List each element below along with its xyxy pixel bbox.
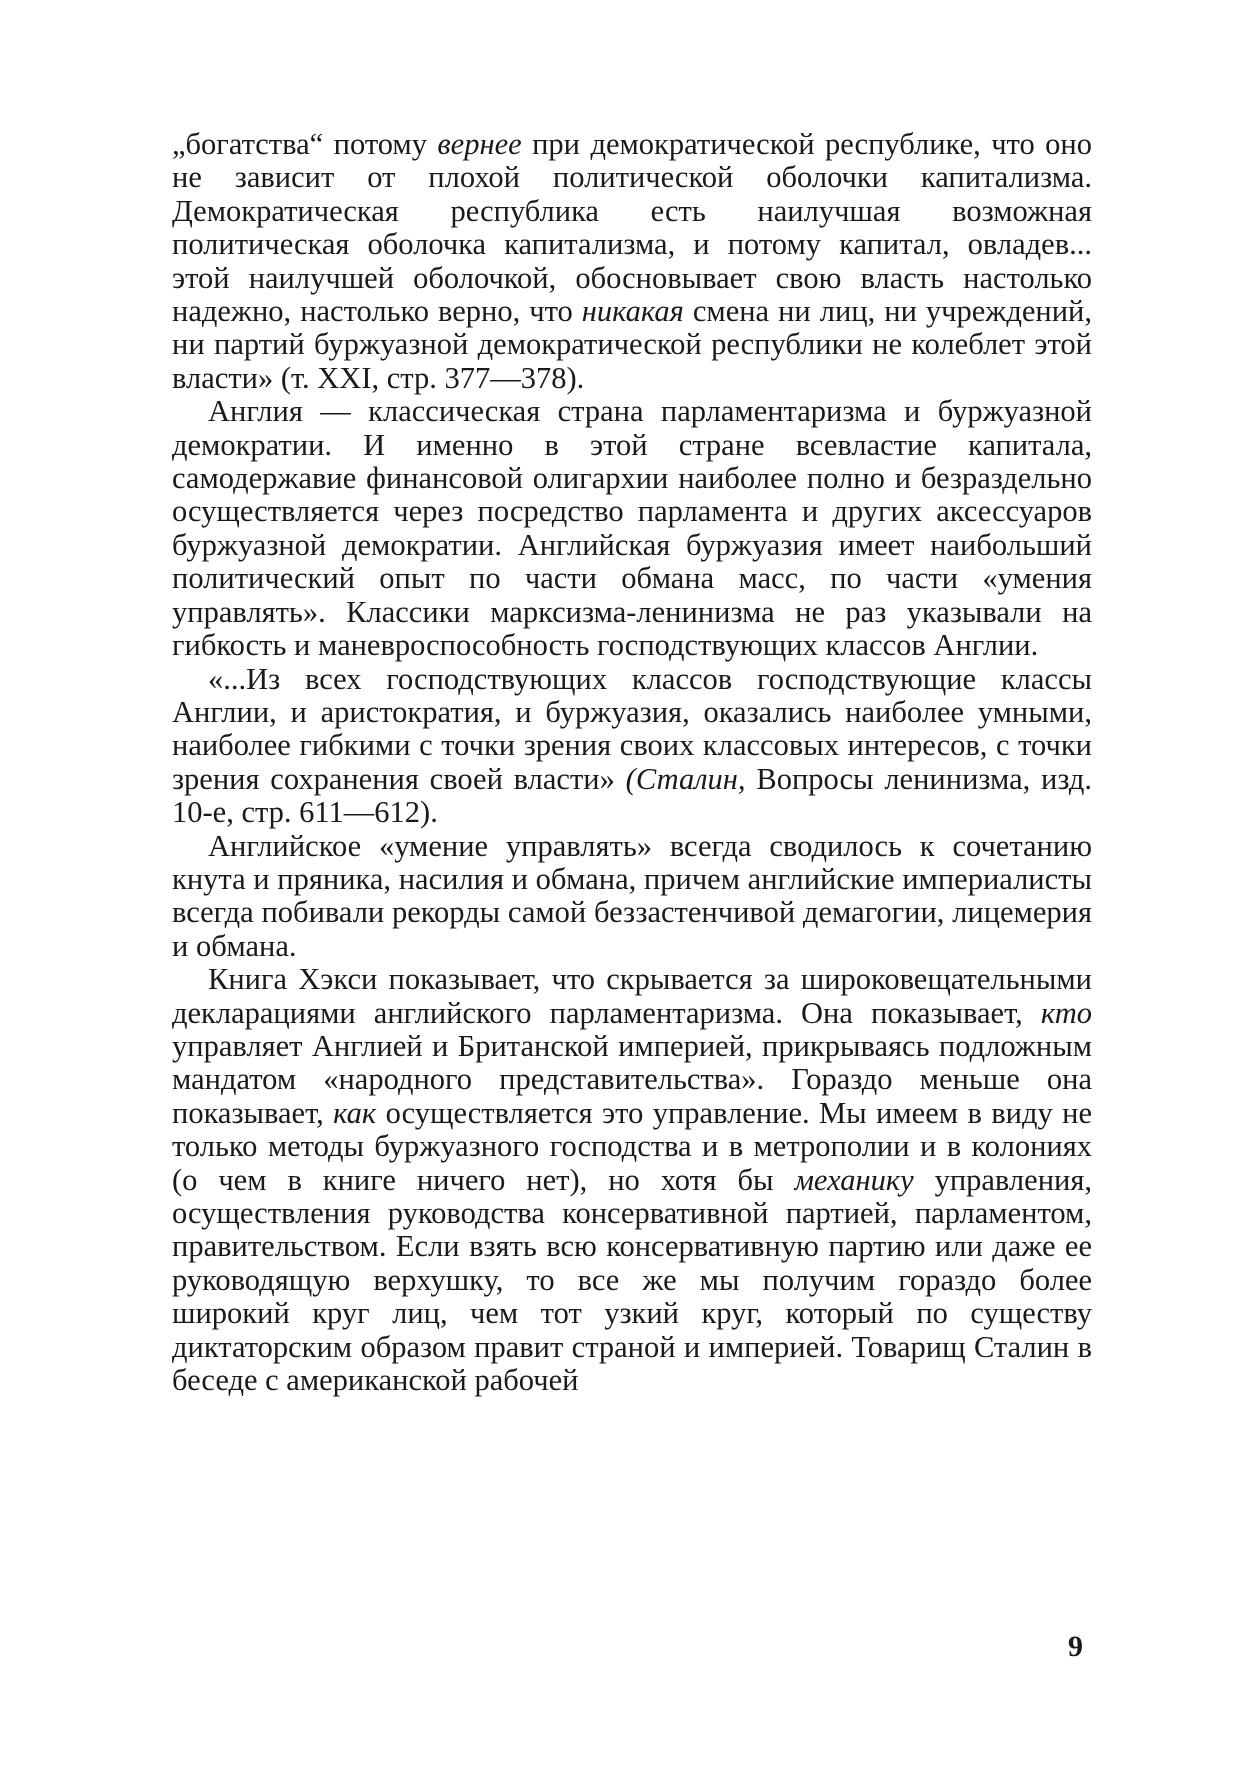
text-run: Вопросы ленинизма, изд. 10-е, стр. 611—612). (172, 761, 1093, 830)
text-run: при демократической республике, что оно не зависит от плохой политической оболочки капитализма. Демократическая республика есть наилучшая возможная политическая оболочка капитализма, и потому капитал, овладев... этой наилучшей оболочкой, обосновывает свою власть настолько надежно, настолько верно, что (172, 127, 1092, 329)
page-number: 9 (1068, 1630, 1083, 1663)
text-run: „богатства“ потому (172, 127, 438, 161)
text-run: управления, осуществления руководства консервативной партией, парламентом, правительством. Если взять всю консервативную партию или даже ее руководящую верхушку, то все же мы получим гораздо более широкий круг лиц, чем тот узкий круг, который по существу диктаторским образом правит страной и империей. Товарищ Сталин в беседе с американской рабочей (172, 1162, 1092, 1398)
text-run: осуществляется это управление. Мы имеем в виду не только методы буржуазного господства и в метрополии и в колониях (о чем в книге ничего нет), но хотя бы (172, 1095, 1092, 1197)
paragraph-4 (172, 830, 1092, 964)
text-run: «...Из всех господствующих классов господствующие классы Англии, и аристократия, и буржуазия, оказались наиболее умными, наиболее гибкими с точки зрения своих классовых интересов, с точки зрения сохранения своей власти» (172, 661, 1092, 796)
body-text (172, 128, 1092, 1397)
paragraph-2 (172, 395, 1092, 662)
italic-run: вернее (437, 127, 522, 161)
italic-run: кто (1040, 995, 1092, 1030)
italic-run: (Сталин, (625, 761, 746, 796)
paragraph-1 (172, 128, 1092, 395)
italic-run: как (333, 1095, 377, 1130)
paragraph-3 (172, 663, 1092, 830)
text-run: управляет Англией и Британской империей, прикрываясь подложным мандатом «народного представительства». Гораздо меньше она показывает, (172, 1028, 1092, 1130)
italic-run: никакая (581, 294, 684, 329)
text-run: Англия — классическая страна парламентаризма и буржуазной демократии. И именно в этой стране всевластие капитала, самодержавие финансовой олигархии наиболее полно и безраздельно осуществляется через посредство парламента и других аксессуаров буржуазной демократии. Английская буржуазия имеет наибольший политический опыт по части обмана масс, по части «умения управлять». Классики марксизма-ленинизма не раз указывали на гибкость и маневроспособность господствующих классов Англии. (172, 394, 1092, 663)
paragraph-5 (172, 963, 1092, 1397)
italic-run: механику (794, 1162, 914, 1197)
text-run: Английское «умение управлять» всегда сводилось к сочетанию кнута и пряника, насилия и обмана, причем английские империалисты всегда побивали рекорды самой беззастенчивой демагогии, лицемерия и обмана. (172, 828, 1092, 963)
text-run: Книга Хэкси показывает, что скрывается за широковещательными декларациями английского парламентаризма. Она показывает, (172, 962, 1092, 1030)
text-run: смена ни лиц, ни учреждений, ни партий буржуазной демократической республики не колеблет этой власти» (т. XXI, стр. 377—378). (172, 294, 1092, 395)
